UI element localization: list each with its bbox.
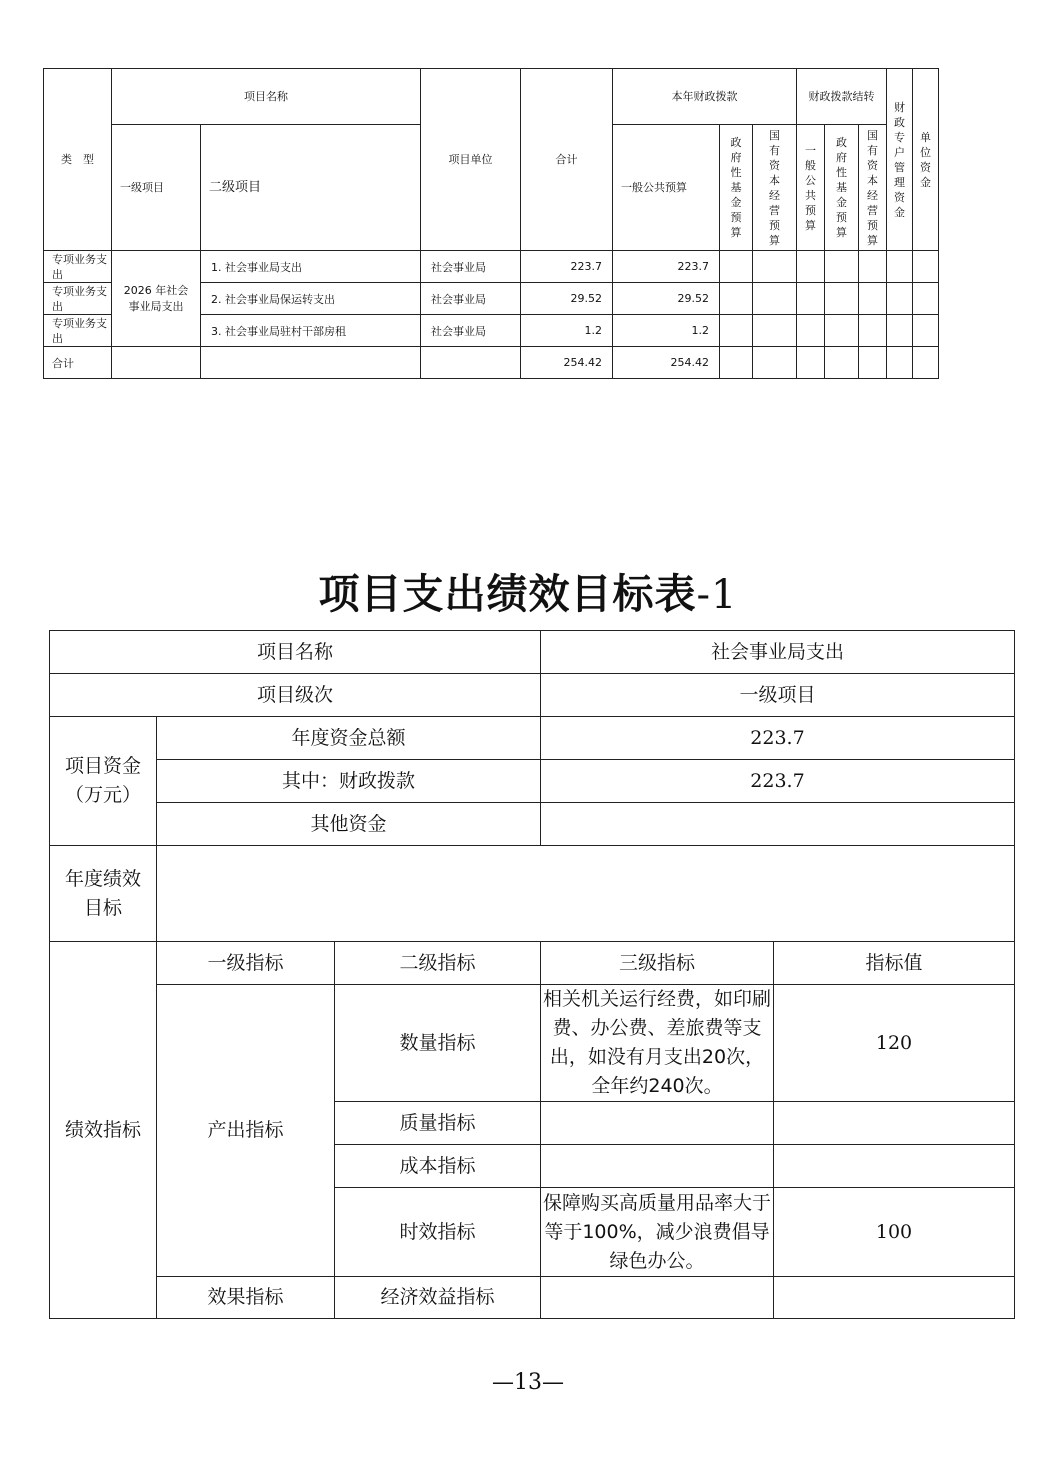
header-project-name: 项目名称 bbox=[112, 69, 421, 125]
annual-total-label: 年度资金总额 bbox=[157, 717, 541, 760]
row-type: 专项业务支出 bbox=[44, 251, 112, 283]
title-main: 项目支出绩效目标表 bbox=[318, 570, 697, 618]
header-type: 类 型 bbox=[44, 69, 112, 251]
row-unit: 社会事业局 bbox=[421, 251, 521, 283]
col-level3-header: 三级指标 bbox=[541, 942, 774, 985]
sum-row bbox=[44, 347, 939, 379]
row-unit: 社会事业局 bbox=[421, 315, 521, 347]
performance-target-table bbox=[49, 630, 1015, 1319]
header-carryover: 财政拨款结转 bbox=[797, 69, 887, 125]
row-general: 29.52 bbox=[613, 283, 720, 315]
header-total: 合计 bbox=[521, 69, 613, 251]
page-number: —13— bbox=[492, 1370, 564, 1395]
col-level1-header: 一级指标 bbox=[157, 942, 335, 985]
row-type: 专项业务支出 bbox=[44, 315, 112, 347]
annual-total-value: 223.7 bbox=[541, 717, 1015, 760]
project-level-label: 项目级次 bbox=[50, 674, 541, 717]
header-co-state-capital: 国有资本经营预算 bbox=[859, 125, 887, 251]
sum-label: 合计 bbox=[44, 347, 112, 379]
time-indicator-label: 时效指标 bbox=[335, 1188, 541, 1277]
economic-benefit-label: 经济效益指标 bbox=[335, 1277, 541, 1319]
header-co-general: 一般公共预算 bbox=[797, 125, 825, 251]
col-level2-header: 二级指标 bbox=[335, 942, 541, 985]
row-general: 1.2 bbox=[613, 315, 720, 347]
row-level2: 2. 社会事业局保运转支出 bbox=[201, 283, 421, 315]
budget-summary-table bbox=[43, 68, 939, 379]
header-co-gov-fund: 政府性基金预算 bbox=[825, 125, 859, 251]
time-indicator-value: 100 bbox=[774, 1188, 1015, 1277]
row-total: 29.52 bbox=[521, 283, 613, 315]
other-funds-value bbox=[541, 803, 1015, 846]
header-state-capital: 国有资本经营预算 bbox=[753, 125, 797, 251]
effect-indicator-label: 效果指标 bbox=[157, 1277, 335, 1319]
row-general: 223.7 bbox=[613, 251, 720, 283]
quantity-indicator-value: 120 bbox=[774, 985, 1015, 1102]
fiscal-allocation-label: 其中：财政拨款 bbox=[157, 760, 541, 803]
project-name-value: 社会事业局支出 bbox=[541, 631, 1015, 674]
header-unit: 项目单位 bbox=[421, 69, 521, 251]
other-funds-label: 其他资金 bbox=[157, 803, 541, 846]
row-total: 1.2 bbox=[521, 315, 613, 347]
page-title bbox=[0, 561, 1056, 620]
quantity-indicator-desc: 相关机关运行经费，如印刷费、办公费、差旅费等支出，如没有月支出20次，全年约240次。 bbox=[541, 985, 774, 1102]
header-level2: 二级项目 bbox=[201, 125, 421, 251]
row-level1: 2026 年社会事业局支出 bbox=[112, 251, 201, 347]
header-level1: 一级项目 bbox=[112, 125, 201, 251]
row-type: 专项业务支出 bbox=[44, 283, 112, 315]
annual-goal-label: 年度绩效目标 bbox=[50, 846, 157, 942]
sum-total: 254.42 bbox=[521, 347, 613, 379]
indicator-label: 绩效指标 bbox=[50, 942, 157, 1319]
fiscal-allocation-value: 223.7 bbox=[541, 760, 1015, 803]
row-total: 223.7 bbox=[521, 251, 613, 283]
header-general-budget: 一般公共预算 bbox=[613, 125, 720, 251]
quality-indicator-label: 质量指标 bbox=[335, 1102, 541, 1145]
table-row bbox=[44, 251, 939, 283]
cost-indicator-label: 成本指标 bbox=[335, 1145, 541, 1188]
row-level2: 3. 社会事业局驻村干部房租 bbox=[201, 315, 421, 347]
header-special-account: 财政专户管理资金 bbox=[887, 69, 913, 251]
header-unit-fund: 单位资金 bbox=[913, 69, 939, 251]
col-value-header: 指标值 bbox=[774, 942, 1015, 985]
quantity-indicator-label: 数量指标 bbox=[335, 985, 541, 1102]
project-level-value: 一级项目 bbox=[541, 674, 1015, 717]
row-level2: 1. 社会事业局支出 bbox=[201, 251, 421, 283]
header-current-year: 本年财政拨款 bbox=[613, 69, 797, 125]
project-fund-label: 项目资金（万元） bbox=[50, 717, 157, 846]
annual-goal-value bbox=[157, 846, 1015, 942]
row-unit: 社会事业局 bbox=[421, 283, 521, 315]
header-gov-fund: 政府性基金预算 bbox=[720, 125, 753, 251]
output-indicator-label: 产出指标 bbox=[157, 985, 335, 1277]
title-suffix: -1 bbox=[696, 572, 738, 618]
sum-general: 254.42 bbox=[613, 347, 720, 379]
project-name-label: 项目名称 bbox=[50, 631, 541, 674]
time-indicator-desc: 保障购买高质量用品率大于等于100%，减少浪费倡导绿色办公。 bbox=[541, 1188, 774, 1277]
